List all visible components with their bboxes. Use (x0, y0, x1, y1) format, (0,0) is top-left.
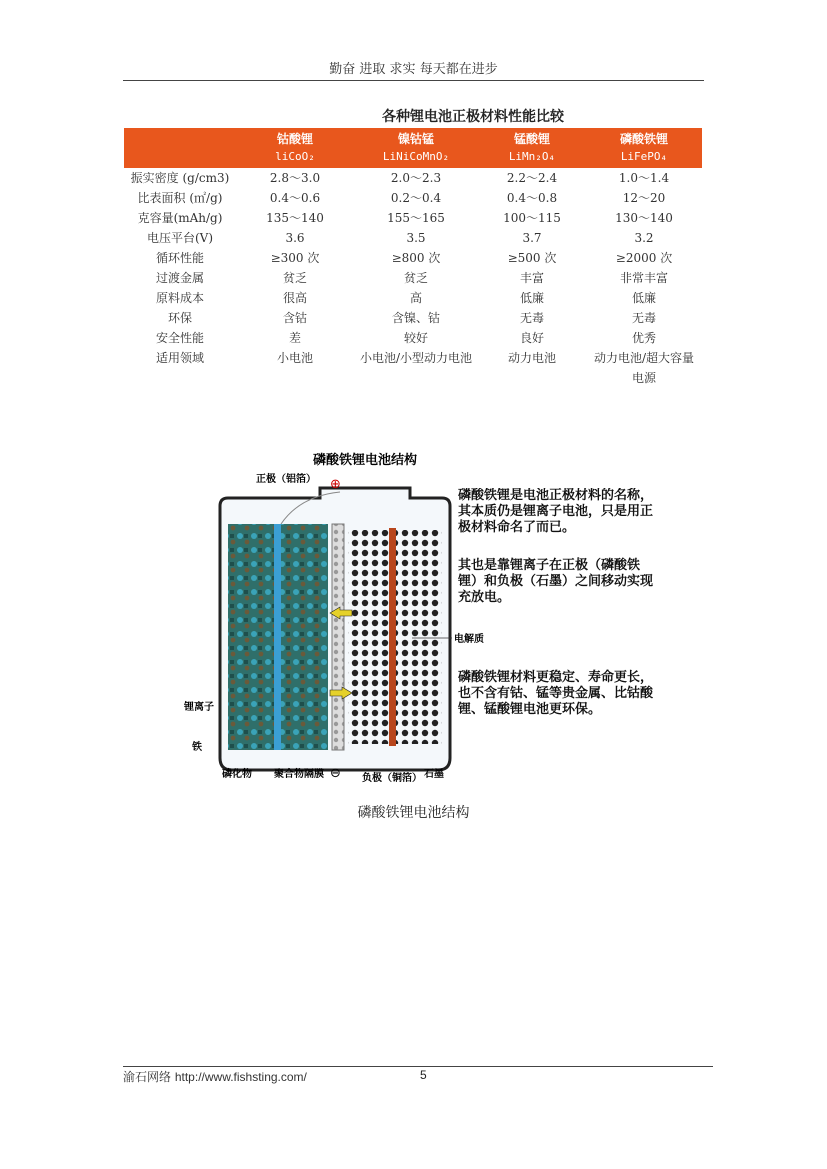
table-row (124, 268, 702, 288)
header-empty (124, 128, 236, 168)
label-graphite: 石墨 (424, 769, 444, 780)
table-cell: 含钴 (282, 311, 307, 325)
row-label: 振实密度 (g/cm3) (130, 171, 230, 185)
comparison-table-block (124, 106, 702, 388)
table-cell: 丰富 (519, 271, 544, 285)
table-cell: 差 (288, 331, 301, 345)
row-label: 克容量(mAh/g) (137, 211, 223, 225)
row-label: 电压平台(V) (146, 231, 214, 245)
column-header (236, 128, 354, 168)
footer (123, 1068, 307, 1085)
column-header (478, 128, 586, 168)
row-label: 适用领域 (155, 351, 204, 365)
table-cell: 低廉 (631, 291, 656, 305)
label-positive-foil: 正极（铝箔） (256, 474, 316, 485)
column-formula: LiNiCoMnO₂ (382, 150, 450, 163)
table-cell: 低廉 (519, 291, 544, 305)
figure-note: 其也是靠锂离子在正极（磷酸铁锂）和负极（石墨）之间移动实现充放电。 (458, 558, 653, 605)
column-formula: LiFePO₄ (620, 150, 668, 163)
page-header-motto: 勤奋 进取 求实 每天都在进步 (329, 62, 498, 77)
table-cell: 100～115 (503, 211, 561, 225)
row-label: 安全性能 (155, 331, 204, 345)
column-header (586, 128, 702, 168)
label-electrolyte: 电解质 (454, 634, 484, 645)
table-cell: 无毒 (519, 311, 544, 325)
table-row (124, 248, 702, 268)
table-row (124, 308, 702, 328)
table-header-row (124, 128, 702, 168)
label-lithium-ion: 锂离子 (184, 702, 214, 713)
label-phosphide: 磷化物 (222, 769, 252, 780)
figure-note: 磷酸铁锂是电池正极材料的名称，其本质仍是锂离子电池，只是用正极材料命名了而已。 (458, 488, 653, 535)
table-cell: ≥300 次 (270, 251, 320, 265)
header-rule (123, 80, 704, 81)
table-row (124, 348, 702, 388)
table-cell: 动力电池 (507, 351, 556, 365)
column-name: 镍钴锰 (397, 132, 434, 146)
plus-icon: ⊕ (330, 477, 341, 492)
table-cell: ≥500 次 (507, 251, 557, 265)
battery-structure-svg (180, 448, 655, 788)
table-cell: 155～165 (387, 211, 445, 225)
column-name: 钴酸锂 (276, 132, 313, 146)
table-cell: 12～20 (622, 191, 666, 205)
table-cell: 非常丰富 (619, 271, 668, 285)
table-cell: 小电池/小型动力电池 (359, 351, 473, 365)
label-separator: 聚合物隔膜 (274, 769, 324, 780)
table-cell: 0.4～0.8 (506, 191, 558, 205)
table-cell: 小电池 (276, 351, 313, 365)
table-cell: 3.6 (285, 231, 305, 245)
table-cell: ≥800 次 (391, 251, 441, 265)
column-name: 磷酸铁锂 (619, 132, 668, 146)
table-row (124, 168, 702, 188)
table-title: 各种锂电池正极材料性能比较 (382, 109, 564, 125)
table-cell: ≥2000 次 (615, 251, 673, 265)
lfp-battery-diagram (180, 448, 655, 788)
table-cell: 2.2～2.4 (506, 171, 558, 185)
figure-caption: 磷酸铁锂电池结构 (357, 805, 470, 821)
table-cell: 含镍、钴 (391, 311, 440, 325)
table-cell: 动力电池/超大容量电源 (593, 351, 695, 385)
table-cell: 贫乏 (282, 271, 307, 285)
table-cell: 贫乏 (403, 271, 428, 285)
minus-icon: ⊖ (330, 766, 341, 781)
footer-url[interactable]: http://www.fishsting.com/ (174, 1070, 307, 1084)
row-label: 环保 (167, 311, 192, 325)
table-cell: 1.0～1.4 (618, 171, 670, 185)
label-iron: 铁 (192, 742, 202, 753)
table-cell: 130～140 (615, 211, 673, 225)
table-row (124, 228, 702, 248)
table-cell: 较好 (403, 331, 428, 345)
table-cell: 良好 (519, 331, 544, 345)
row-label: 比表面积 (㎡/g) (137, 191, 223, 205)
table-cell: 高 (409, 291, 422, 305)
copper-foil (389, 528, 396, 746)
table-cell: 3.5 (406, 231, 426, 245)
label-negative-foil: 负极（铜箔） (362, 773, 422, 784)
table-cell: 0.4～0.6 (269, 191, 321, 205)
row-label: 过渡金属 (155, 271, 204, 285)
table-cell: 0.2～0.4 (390, 191, 442, 205)
column-header (354, 128, 478, 168)
column-name: 锰酸锂 (513, 132, 550, 146)
table-cell: 无毒 (631, 311, 656, 325)
cathode-comparison-table (124, 128, 702, 388)
column-formula: LiMn₂O₄ (508, 150, 556, 163)
column-formula: liCoO₂ (275, 150, 315, 163)
footer-site: 渝石网络 (123, 1070, 172, 1084)
row-label: 循环性能 (155, 251, 204, 265)
polymer-separator (332, 524, 344, 750)
table-cell: 2.0～2.3 (390, 171, 442, 185)
table-cell: 2.8～3.0 (269, 171, 321, 185)
table-row (124, 208, 702, 228)
table-cell: 3.7 (522, 231, 542, 245)
table-cell: 135～140 (266, 211, 324, 225)
table-cell: 3.2 (634, 231, 654, 245)
page-number: 5 (420, 1068, 427, 1082)
table-row (124, 288, 702, 308)
aluminum-foil (274, 524, 281, 750)
figure-notes (458, 488, 653, 788)
footer-rule (123, 1066, 713, 1067)
row-label: 原料成本 (155, 291, 204, 305)
table-row (124, 328, 702, 348)
figure-note: 磷酸铁锂材料更稳定、寿命更长，也不含有钴、锰等贵金属、比钴酸锂、锰酸锂电池更环保。 (458, 670, 653, 717)
figure-title: 磷酸铁锂电池结构 (312, 453, 418, 468)
table-cell: 很高 (282, 291, 307, 305)
table-cell: 优秀 (631, 331, 656, 345)
table-row (124, 188, 702, 208)
